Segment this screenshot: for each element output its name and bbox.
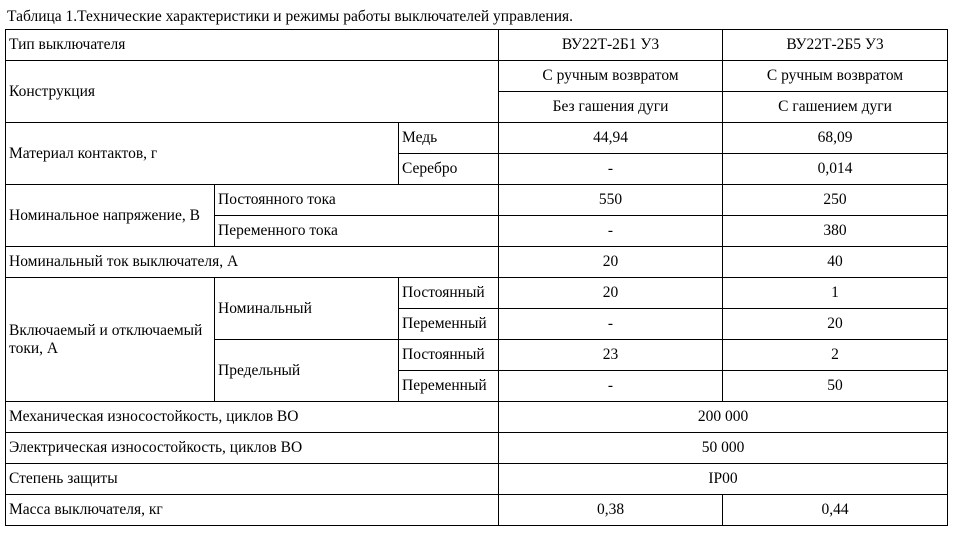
mass-label: Масса выключателя, кг	[6, 495, 499, 526]
construction-model-2-line2: С гашением дуги	[723, 92, 948, 123]
copper-model-2: 68,09	[723, 123, 948, 154]
mass-model-2: 0,44	[723, 495, 948, 526]
rated-voltage-label: Номинальное напряжение, В	[6, 185, 215, 247]
silver-model-2: 0,014	[723, 154, 948, 185]
nominal-dc-model-1: 20	[499, 278, 723, 309]
ac-voltage-label: Переменного тока	[215, 216, 499, 247]
silver-label: Серебро	[399, 154, 499, 185]
protection-label: Степень защиты	[6, 464, 499, 495]
switching-currents-label: Включаемый и отключаемый токи, А	[6, 278, 215, 402]
construction-model-1-line1: С ручным возвратом	[499, 61, 723, 92]
limit-dc-label: Постоянный	[399, 340, 499, 371]
table-row	[6, 402, 948, 433]
dc-voltage-model-2: 250	[723, 185, 948, 216]
electrical-wear-value: 50 000	[499, 433, 948, 464]
limit-ac-model-1: -	[499, 371, 723, 402]
model-2-header: ВУ22Т-2Б5 У3	[723, 30, 948, 61]
limit-label: Предельный	[215, 340, 399, 402]
limit-ac-label: Переменный	[399, 371, 499, 402]
silver-model-1: -	[499, 154, 723, 185]
nominal-label: Номинальный	[215, 278, 399, 340]
table-caption: Таблица 1.Технические характеристики и режимы работы выключателей управления.	[7, 8, 574, 25]
limit-dc-model-1: 23	[499, 340, 723, 371]
copper-model-1: 44,94	[499, 123, 723, 154]
ac-voltage-model-1: -	[499, 216, 723, 247]
switch-type-label: Тип выключателя	[6, 30, 499, 61]
mechanical-wear-value: 200 000	[499, 402, 948, 433]
nominal-ac-model-1: -	[499, 309, 723, 340]
ac-voltage-model-2: 380	[723, 216, 948, 247]
dc-voltage-label: Постоянного тока	[215, 185, 499, 216]
mass-model-1: 0,38	[499, 495, 723, 526]
table-row	[6, 185, 948, 216]
nominal-ac-label: Переменный	[399, 309, 499, 340]
model-1-header: ВУ22Т-2Б1 У3	[499, 30, 723, 61]
table-row	[6, 123, 948, 154]
table-row	[6, 495, 948, 526]
construction-label: Конструкция	[6, 61, 499, 123]
rated-current-model-1: 20	[499, 247, 723, 278]
table-row	[6, 278, 948, 309]
table-row	[6, 464, 948, 495]
rated-current-label: Номинальный ток выключателя, А	[6, 247, 499, 278]
table-row	[6, 30, 948, 61]
dc-voltage-model-1: 550	[499, 185, 723, 216]
nominal-dc-model-2: 1	[723, 278, 948, 309]
nominal-dc-label: Постоянный	[399, 278, 499, 309]
specs-table	[5, 29, 948, 526]
construction-model-2-line1: С ручным возвратом	[723, 61, 948, 92]
electrical-wear-label: Электрическая износостойкость, циклов ВО	[6, 433, 499, 464]
protection-value: IP00	[499, 464, 948, 495]
copper-label: Медь	[399, 123, 499, 154]
limit-dc-model-2: 2	[723, 340, 948, 371]
table-row	[6, 61, 948, 92]
limit-ac-model-2: 50	[723, 371, 948, 402]
rated-current-model-2: 40	[723, 247, 948, 278]
contact-material-label: Материал контактов, г	[6, 123, 399, 185]
table-row	[6, 247, 948, 278]
table-row	[6, 433, 948, 464]
nominal-ac-model-2: 20	[723, 309, 948, 340]
construction-model-1-line2: Без гашения дуги	[499, 92, 723, 123]
mechanical-wear-label: Механическая износостойкость, циклов ВО	[6, 402, 499, 433]
